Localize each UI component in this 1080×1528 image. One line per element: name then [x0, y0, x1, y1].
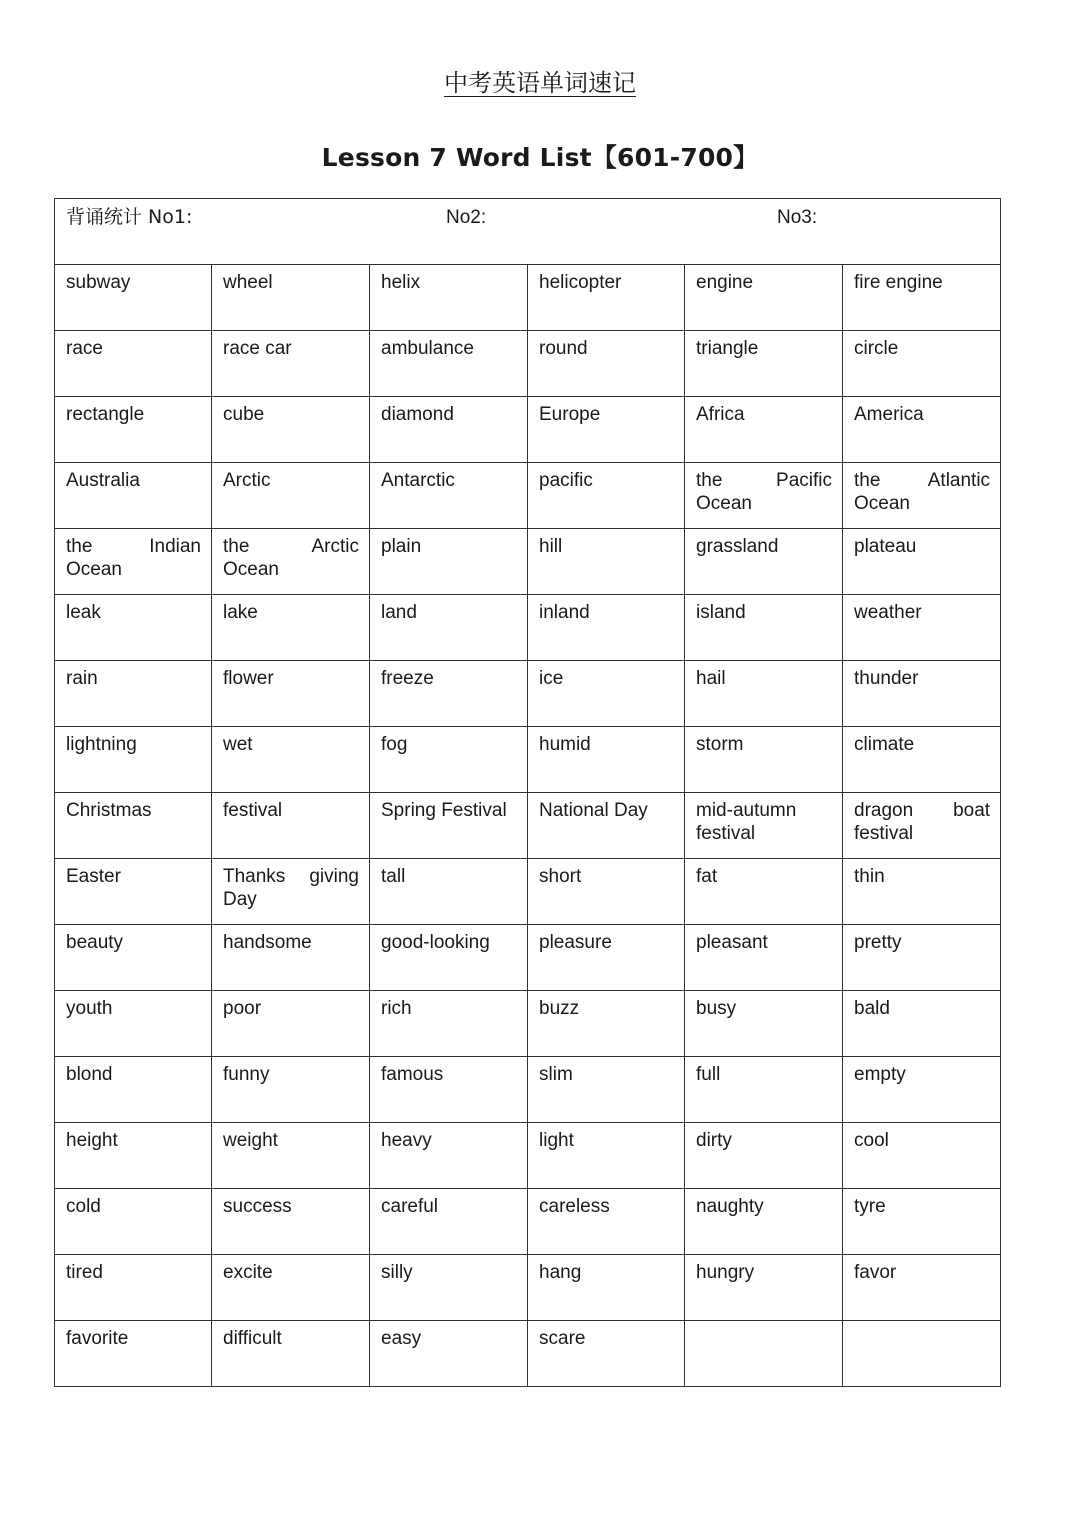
word-cell: engine: [685, 265, 843, 331]
recitation-stats-cell: [55, 199, 1001, 265]
word-cell: thin: [843, 859, 1001, 925]
word-cell: funny: [212, 1057, 370, 1123]
word-cell: busy: [685, 991, 843, 1057]
word-cell: rich: [370, 991, 528, 1057]
table-row: [55, 1321, 1001, 1387]
word-cell: buzz: [528, 991, 685, 1057]
table-row: [55, 991, 1001, 1057]
word-cell: scare: [528, 1321, 685, 1387]
word-cell: ambulance: [370, 331, 528, 397]
word-cell: famous: [370, 1057, 528, 1123]
word-cell: inland: [528, 595, 685, 661]
word-cell: lightning: [55, 727, 212, 793]
document-title: [0, 66, 1080, 100]
word-cell: cool: [843, 1123, 1001, 1189]
word-cell: fog: [370, 727, 528, 793]
table-row: [55, 265, 1001, 331]
word-cell: [685, 1321, 843, 1387]
table-row: [55, 661, 1001, 727]
word-cell: silly: [370, 1255, 528, 1321]
table-row: [55, 925, 1001, 991]
word-cell: light: [528, 1123, 685, 1189]
word-cell: storm: [685, 727, 843, 793]
word-cell: empty: [843, 1057, 1001, 1123]
word-cell: dragon boat festival: [843, 793, 1001, 859]
word-cell: pretty: [843, 925, 1001, 991]
word-cell: fire engine: [843, 265, 1001, 331]
table-row: [55, 727, 1001, 793]
word-cell: the Arctic Ocean: [212, 529, 370, 595]
word-cell: the Pacific Ocean: [685, 463, 843, 529]
word-cell: pacific: [528, 463, 685, 529]
word-cell: poor: [212, 991, 370, 1057]
word-cell: Thanks giving Day: [212, 859, 370, 925]
table-row: [55, 793, 1001, 859]
word-cell: grassland: [685, 529, 843, 595]
word-cell: Antarctic: [370, 463, 528, 529]
word-cell: hungry: [685, 1255, 843, 1321]
word-cell: full: [685, 1057, 843, 1123]
word-cell: cube: [212, 397, 370, 463]
word-cell: Spring Festival: [370, 793, 528, 859]
lesson-title: Lesson 7 Word List【601-700】: [321, 143, 759, 172]
word-cell: wheel: [212, 265, 370, 331]
word-cell: lake: [212, 595, 370, 661]
word-cell: rectangle: [55, 397, 212, 463]
word-cell: humid: [528, 727, 685, 793]
word-cell: the Indian Ocean: [55, 529, 212, 595]
word-cell: favorite: [55, 1321, 212, 1387]
word-cell: plateau: [843, 529, 1001, 595]
word-cell: heavy: [370, 1123, 528, 1189]
word-cell: wet: [212, 727, 370, 793]
table-row: [55, 463, 1001, 529]
word-cell: blond: [55, 1057, 212, 1123]
table-row: [55, 1255, 1001, 1321]
table-row: [55, 859, 1001, 925]
word-cell: cold: [55, 1189, 212, 1255]
word-cell: diamond: [370, 397, 528, 463]
word-cell: excite: [212, 1255, 370, 1321]
word-cell: America: [843, 397, 1001, 463]
table-row: [55, 1057, 1001, 1123]
table-row: [55, 595, 1001, 661]
table-row: [55, 331, 1001, 397]
word-cell: beauty: [55, 925, 212, 991]
word-cell: [843, 1321, 1001, 1387]
word-cell: freeze: [370, 661, 528, 727]
word-cell: the Atlantic Ocean: [843, 463, 1001, 529]
word-cell: pleasant: [685, 925, 843, 991]
word-cell: helicopter: [528, 265, 685, 331]
word-list-table: [54, 198, 1001, 1387]
table-row: [55, 1123, 1001, 1189]
document-title-text: 中考英语单词速记: [444, 69, 636, 97]
word-cell: race: [55, 331, 212, 397]
word-cell: tired: [55, 1255, 212, 1321]
word-cell: circle: [843, 331, 1001, 397]
word-cell: Europe: [528, 397, 685, 463]
word-cell: bald: [843, 991, 1001, 1057]
word-cell: thunder: [843, 661, 1001, 727]
stat-no1-label: 背诵统计 No1:: [66, 206, 193, 228]
word-cell: difficult: [212, 1321, 370, 1387]
table-row: [55, 529, 1001, 595]
word-cell: good-looking: [370, 925, 528, 991]
word-cell: fat: [685, 859, 843, 925]
word-cell: festival: [212, 793, 370, 859]
stat-no3-label: No3:: [777, 207, 818, 228]
word-cell: triangle: [685, 331, 843, 397]
word-cell: hang: [528, 1255, 685, 1321]
word-cell: race car: [212, 331, 370, 397]
word-cell: leak: [55, 595, 212, 661]
word-cell: climate: [843, 727, 1001, 793]
word-cell: pleasure: [528, 925, 685, 991]
word-cell: plain: [370, 529, 528, 595]
word-cell: hail: [685, 661, 843, 727]
word-cell: land: [370, 595, 528, 661]
word-cell: Australia: [55, 463, 212, 529]
stat-no2-label: No2:: [446, 207, 487, 228]
recitation-stats-row: [55, 199, 1001, 265]
word-cell: rain: [55, 661, 212, 727]
word-cell: naughty: [685, 1189, 843, 1255]
word-cell: short: [528, 859, 685, 925]
word-cell: tall: [370, 859, 528, 925]
word-cell: weight: [212, 1123, 370, 1189]
word-cell: mid-autumn festival: [685, 793, 843, 859]
word-cell: tyre: [843, 1189, 1001, 1255]
word-cell: success: [212, 1189, 370, 1255]
word-cell: round: [528, 331, 685, 397]
word-cell: flower: [212, 661, 370, 727]
word-cell: dirty: [685, 1123, 843, 1189]
word-cell: hill: [528, 529, 685, 595]
word-cell: Africa: [685, 397, 843, 463]
word-cell: Christmas: [55, 793, 212, 859]
word-cell: careful: [370, 1189, 528, 1255]
word-cell: ice: [528, 661, 685, 727]
word-cell: Easter: [55, 859, 212, 925]
word-cell: National Day: [528, 793, 685, 859]
word-cell: Arctic: [212, 463, 370, 529]
word-cell: subway: [55, 265, 212, 331]
word-cell: handsome: [212, 925, 370, 991]
word-cell: height: [55, 1123, 212, 1189]
word-cell: helix: [370, 265, 528, 331]
word-cell: weather: [843, 595, 1001, 661]
table-row: [55, 1189, 1001, 1255]
word-cell: island: [685, 595, 843, 661]
word-cell: favor: [843, 1255, 1001, 1321]
word-cell: easy: [370, 1321, 528, 1387]
word-cell: careless: [528, 1189, 685, 1255]
table-row: [55, 397, 1001, 463]
word-cell: slim: [528, 1057, 685, 1123]
word-cell: youth: [55, 991, 212, 1057]
